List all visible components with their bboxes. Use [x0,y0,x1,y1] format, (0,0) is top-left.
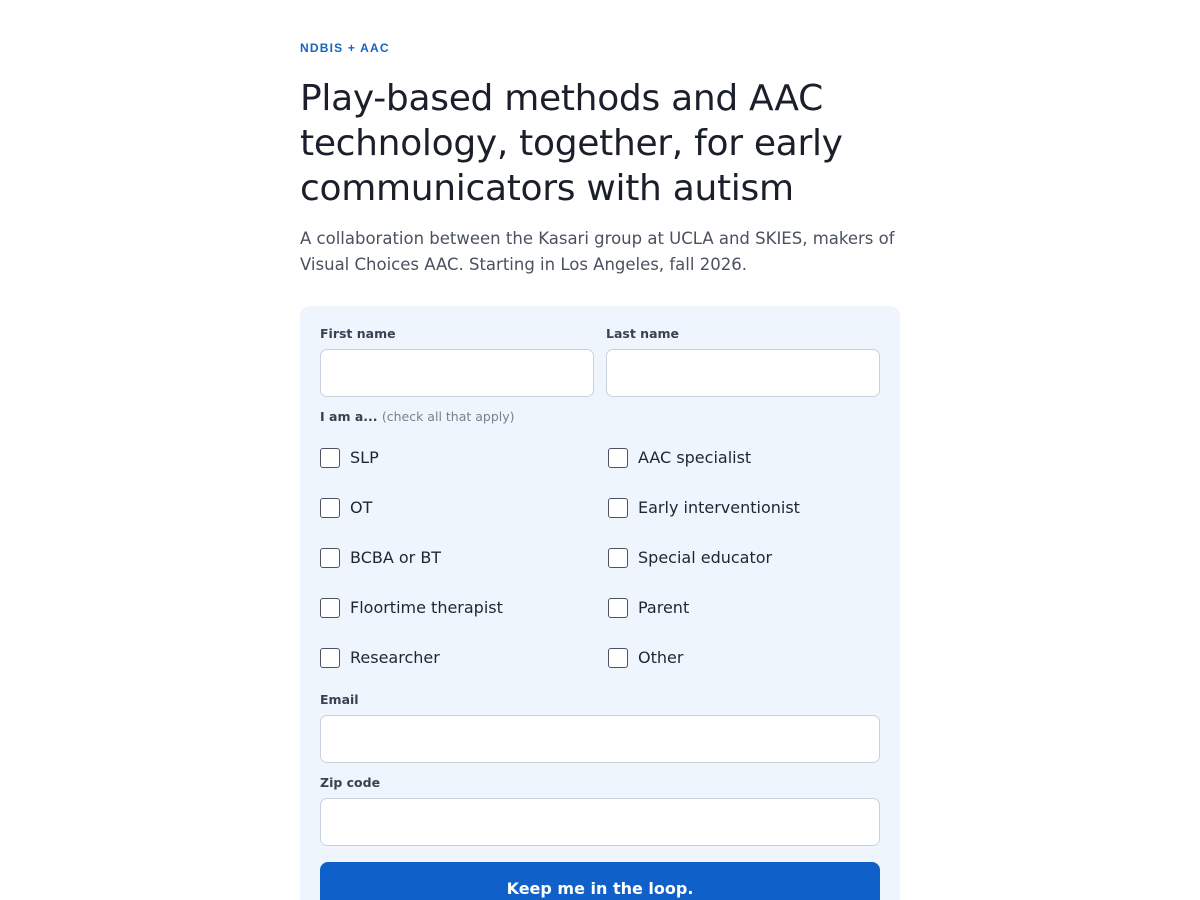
roles-label [320,409,515,425]
role-label: Early interventionist [638,498,800,517]
checkbox-box[interactable] [608,648,628,668]
role-checkbox-ot[interactable] [320,497,372,519]
eyebrow-label: NDBIS + AAC [300,41,390,55]
role-checkbox-other[interactable] [608,647,683,669]
role-checkbox-parent[interactable] [608,597,689,619]
page-title: Play-based methods and AAC technology, together, for early communicators with autism [300,78,843,209]
role-checkbox-bcba-or-bt[interactable] [320,547,441,569]
roles-label-text: I am a... [320,409,378,424]
role-label: Parent [638,598,690,617]
checkbox-box[interactable] [608,448,628,468]
role-label: AAC specialist [638,448,752,467]
role-checkbox-researcher[interactable] [320,647,440,669]
role-checkbox-early-interventionist[interactable] [608,497,800,519]
last-name-label: Last name [606,326,680,341]
role-checkbox-special-educator[interactable] [608,547,772,569]
role-checkbox-slp[interactable] [320,447,379,469]
role-label: Floortime therapist [350,598,503,617]
checkbox-box[interactable] [608,498,628,518]
roles-hint: (check all that apply) [381,409,515,424]
page-subtitle: A collaboration between the Kasari group at UCLA and SKIES, makers of Visual Choices AAC. Starting in Los Angeles, fall 2026. [300,229,895,274]
checkbox-box[interactable] [320,448,340,468]
email-field[interactable] [320,715,880,763]
first-name-input[interactable] [320,349,594,397]
role-label: BCBA or BT [350,548,442,567]
role-label: Researcher [350,648,440,667]
checkbox-box[interactable] [320,548,340,568]
first-name-label: First name [320,326,396,341]
role-checkbox-aac-specialist[interactable] [608,447,751,469]
zip-code-field[interactable] [320,798,880,846]
role-label: Other [638,648,684,667]
role-label: Special educator [638,548,773,567]
checkbox-box[interactable] [320,598,340,618]
checkbox-box[interactable] [608,598,628,618]
checkbox-box[interactable] [320,648,340,668]
email-label: Email [320,692,359,707]
role-checkbox-floortime-therapist[interactable] [320,597,503,619]
checkbox-box[interactable] [608,548,628,568]
last-name-input[interactable] [606,349,880,397]
zip-code-label: Zip code [320,775,381,790]
checkbox-box[interactable] [320,498,340,518]
role-label: OT [350,498,373,517]
signup-form [300,306,900,900]
role-label: SLP [350,448,379,467]
submit-button[interactable]: Keep me in the loop. [320,862,880,900]
